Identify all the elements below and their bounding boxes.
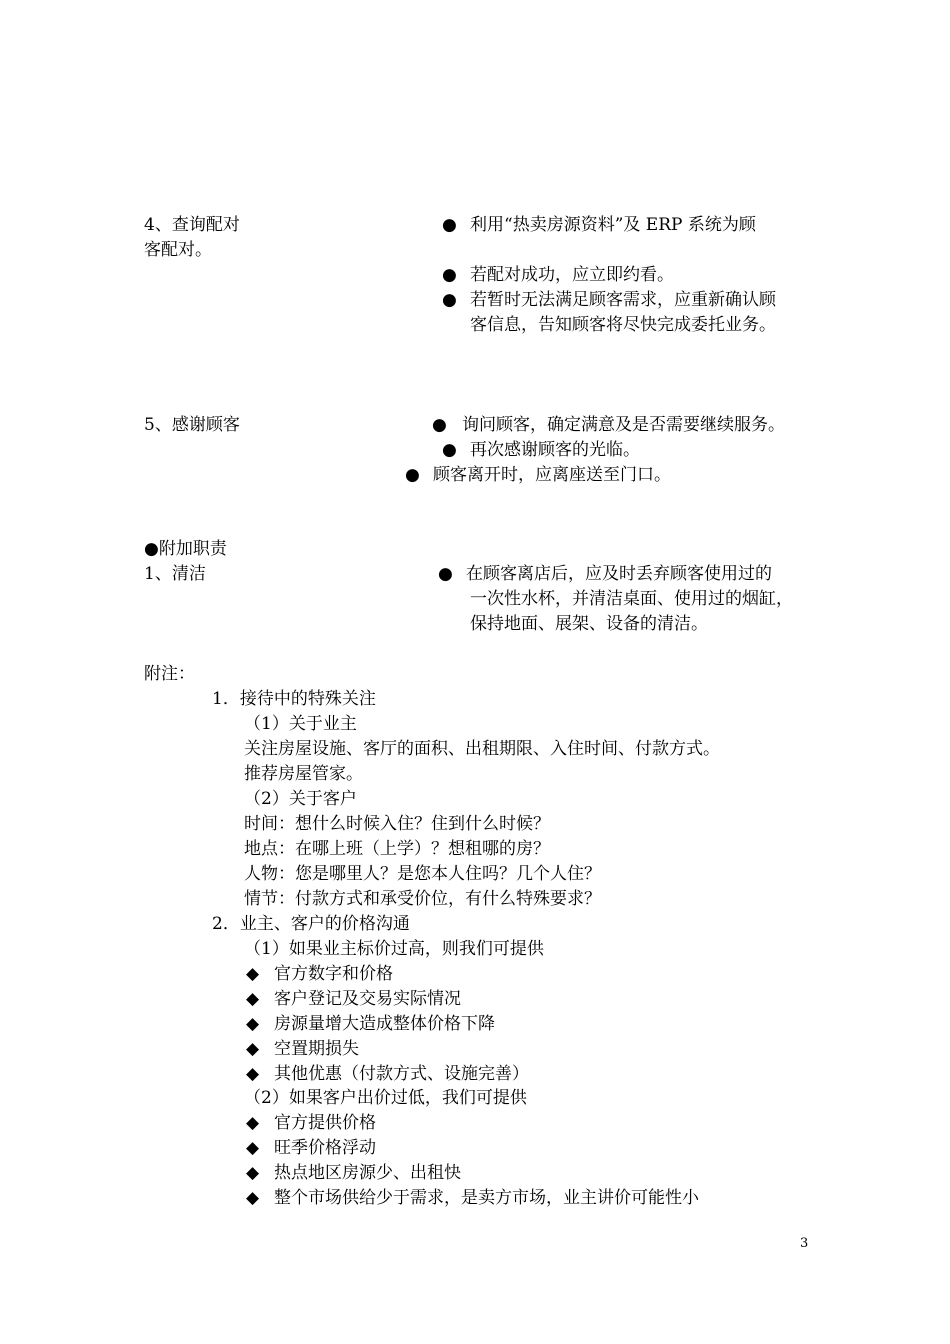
notes-section1-sub2-line3: 人物：您是哪里人？是您本人住吗？几个人住？ — [244, 864, 601, 884]
diamond-bullet-icon: ◆ — [246, 1113, 260, 1133]
diamond-bullet-icon: ◆ — [246, 1163, 260, 1183]
notes-heading: 附注： — [144, 664, 195, 684]
step5-bullet1: 询问顾客，确定满意及是否需要继续服务。 — [462, 415, 785, 435]
notes-section1-sub1-line2: 推荐房屋管家。 — [244, 764, 363, 784]
step5-bullet3: 顾客离开时，应离座送至门口。 — [433, 465, 671, 485]
list-item: 热点地区房源少、出租快 — [274, 1163, 461, 1183]
diamond-bullet-icon: ◆ — [246, 1014, 260, 1034]
notes-section2-sub1: （1）如果业主标价过高，则我们可提供 — [244, 939, 544, 959]
list-item: 整个市场供给少于需求，是卖方市场，业主讲价可能性小 — [274, 1188, 699, 1208]
extra-item1-title: 1、清洁 — [144, 564, 206, 584]
extra-duties-heading: ●附加职责 — [144, 539, 227, 559]
step4-title-cont: 客配对。 — [144, 240, 212, 260]
list-item: 客户登记及交易实际情况 — [274, 989, 461, 1009]
notes-section1-sub2-line1: 时间：想什么时候入住？住到什么时候？ — [244, 814, 550, 834]
extra-item1-line2: 一次性水杯，并清洁桌面、使用过的烟缸， — [470, 589, 793, 609]
step5-title: 5、感谢顾客 — [144, 415, 240, 435]
diamond-bullet-icon: ◆ — [246, 964, 260, 984]
list-item: 旺季价格浮动 — [274, 1138, 376, 1158]
list-item: 其他优惠（付款方式、设施完善） — [274, 1064, 529, 1084]
bullet-icon: ● — [432, 415, 447, 435]
notes-section1-sub2: （2）关于客户 — [244, 789, 357, 809]
step4-title: 4、查询配对 — [144, 215, 240, 235]
bullet-icon: ● — [442, 215, 457, 235]
step4-bullet2: 若配对成功，应立即约看。 — [470, 265, 674, 285]
step4-bullet3-line2: 客信息，告知顾客将尽快完成委托业务。 — [470, 315, 776, 335]
notes-section2-sub2: （2）如果客户出价过低，我们可提供 — [244, 1088, 527, 1108]
notes-section1-title: 1．接待中的特殊关注 — [212, 689, 376, 709]
list-item: 房源量增大造成整体价格下降 — [274, 1014, 495, 1034]
diamond-bullet-icon: ◆ — [246, 1138, 260, 1158]
diamond-bullet-icon: ◆ — [246, 1188, 260, 1208]
extra-item1-line3: 保持地面、展架、设备的清洁。 — [470, 614, 708, 634]
bullet-icon: ● — [442, 440, 457, 460]
list-item: 官方数字和价格 — [274, 964, 393, 984]
bullet-icon: ● — [442, 290, 457, 310]
notes-section1-sub2-line4: 情节：付款方式和承受价位，有什么特殊要求？ — [244, 889, 601, 909]
diamond-bullet-icon: ◆ — [246, 1039, 260, 1059]
list-item: 官方提供价格 — [274, 1113, 376, 1133]
notes-section1-sub1: （1）关于业主 — [244, 714, 357, 734]
extra-item1-line1: 在顾客离店后，应及时丢弃顾客使用过的 — [466, 564, 772, 584]
bullet-icon: ● — [405, 465, 420, 485]
step4-bullet1-line1: 利用“热卖房源资料”及 ERP 系统为顾 — [470, 215, 756, 235]
bullet-icon: ● — [442, 265, 457, 285]
diamond-bullet-icon: ◆ — [246, 989, 260, 1009]
notes-section2-title: 2．业主、客户的价格沟通 — [212, 914, 410, 934]
step5-bullet2: 再次感谢顾客的光临。 — [470, 440, 640, 460]
notes-section1-sub1-line1: 关注房屋设施、客厅的面积、出租期限、入住时间、付款方式。 — [244, 739, 720, 759]
diamond-bullet-icon: ◆ — [246, 1064, 260, 1084]
page-number: 3 — [800, 1236, 809, 1251]
list-item: 空置期损失 — [274, 1039, 359, 1059]
step4-bullet3-line1: 若暂时无法满足顾客需求，应重新确认顾 — [470, 290, 776, 310]
notes-section1-sub2-line2: 地点：在哪上班（上学）？想租哪的房？ — [244, 839, 550, 859]
bullet-icon: ● — [438, 564, 453, 584]
